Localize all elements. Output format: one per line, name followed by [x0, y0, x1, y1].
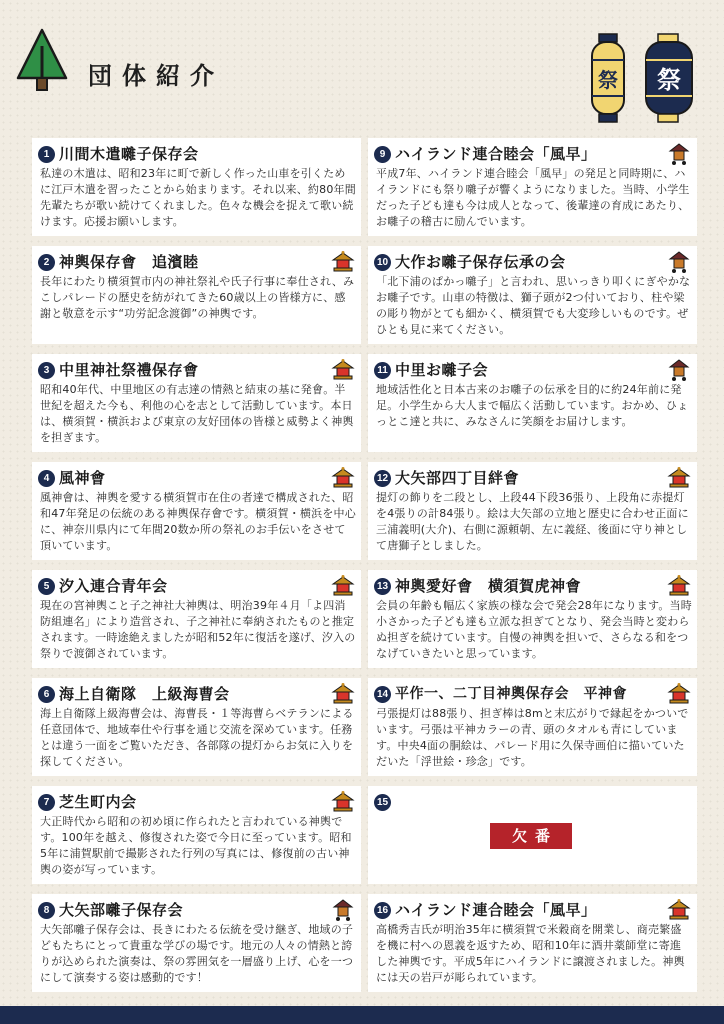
org-card-1: [32, 138, 361, 236]
org-name: 海上自衛隊 上級海曹会: [59, 685, 230, 703]
mikoshi-icon: [331, 250, 355, 274]
org-card-13: [368, 570, 697, 668]
org-description: 地域活性化と日本古来のお囃子の伝承を目的に約24年前に発足。小学生から大人まで幅広く活動しています。おかめ、ひょっとこ達と共に、みなさんに笑顔をお届けします。: [376, 383, 689, 428]
org-description: 高橋秀吉氏が明治35年に横須賀で米穀商を開業し、商売繁盛を機に村への恩義を返すため、昭和10年に酒井薬師堂に寄進した神輿です。平成5年にハイランドに譲渡されました。神輿には天の岩戸が彫られています。: [376, 923, 685, 984]
org-card-15: [368, 786, 697, 884]
mikoshi-icon: [667, 898, 691, 922]
org-description: 私達の木遣は、昭和23年に町で新しく作った山車を引くために江戸木遣を習ったことから始まります。それ以来、約80年間先輩たちが歌い続けてくれました。色々な機会を捉えて歌い続けます。応援お願いします。: [40, 167, 356, 228]
org-description: 平成7年、ハイランド連合睦会「風早」の発足と同時期に、ハイランドにも祭り囃子が響くようになりました。当時、小学生だった子ども達も今は成人となって、後輩達の育成にあたり、お囃子の稽古に励んでいます。: [376, 167, 690, 228]
org-number: 1: [38, 146, 55, 163]
org-number: 6: [38, 686, 55, 703]
org-number: 9: [374, 146, 391, 163]
org-number: 5: [38, 578, 55, 595]
org-description: 昭和40年代、中里地区の有志達の情熱と結束の基に発會。半世紀を超えた今も、利他の心を志として活動しています。本日は、横須賀・横浜および東京の友好団体の皆様と威勢よく神輿を担ぎます。: [40, 383, 354, 444]
mikoshi-icon: [331, 574, 355, 598]
org-description: 風神會は、神輿を愛する横須賀市在住の者達で構成された、昭和47年発足の伝統のある神輿保存會です。横須賀・横浜を中心に、神奈川県内にて年間20数か所の祭礼のお手伝いをさせて頂いています。: [40, 491, 356, 552]
org-number: 15: [374, 794, 391, 811]
org-description: 提灯の飾りを二段とし、上段44下段36張り、上段角に赤提灯を4張りの計84張り。絵は大矢部の立地と歴史に合わせ正面に三浦義明(大介)、右側に源頼朝、左に義経、後面に守り神として唐獅子としました。: [376, 491, 689, 552]
org-number: 4: [38, 470, 55, 487]
dashi-icon: [331, 898, 355, 922]
org-card-9: [368, 138, 697, 236]
org-name: 中里お囃子会: [395, 361, 489, 379]
org-name: 川間木遣囃子保存会: [59, 145, 199, 163]
org-description: 現在の宮神輿こと子之神社大神輿は、明治39年４月「よ四消防組連名」により造営され、子之神社に奉納されたものと推定されます。一時途絶えましたが昭和52年に復活を遂げ、汐入の祭りで渡御されています。: [40, 599, 356, 660]
org-name: 神輿愛好會 横須賀虎神會: [395, 577, 582, 595]
org-card-3: [32, 354, 361, 452]
org-number: 8: [38, 902, 55, 919]
org-number: 2: [38, 254, 55, 271]
org-card-10: [368, 246, 697, 344]
org-name: ハイランド連合睦会「風早」: [395, 901, 597, 919]
org-description: 弓張提灯は88張り、担ぎ棒は8mと末広がりで縁起をかついでいます。弓張は平神カラーの青、頭のタオルも青にしています。中央4面の胴絵は、パレード用に久保寺画伯に描いていただいた「浮世絵・珍念」です。: [376, 707, 689, 768]
org-card-8: [32, 894, 361, 992]
org-name: 中里神社祭禮保存會: [59, 361, 199, 379]
org-card-11: [368, 354, 697, 452]
org-description: 大矢部囃子保存会は、長きにわたる伝統を受け継ぎ、地域の子どもたちにとって貴重な学びの場です。地元の人々の情熱と誇りが込められた演奏は、祭の雰囲気を一層盛り上げ、心を一つにして演奏する姿は感動的です！: [40, 923, 354, 984]
dashi-icon: [667, 142, 691, 166]
org-number: 3: [38, 362, 55, 379]
org-name: ハイランド連合睦会「風早」: [395, 145, 597, 163]
org-number: 13: [374, 578, 391, 595]
org-number: 11: [374, 362, 391, 379]
org-number: 10: [374, 254, 391, 271]
mikoshi-icon: [667, 466, 691, 490]
page-title: 団体紹介: [88, 62, 224, 90]
dashi-icon: [667, 250, 691, 274]
org-name: 神輿保存會 追濱睦: [59, 253, 199, 271]
org-name: 大矢部四丁目絆會: [395, 469, 520, 487]
org-name: 平作一、二丁目神輿保存会 平神會: [395, 686, 627, 702]
org-card-6: [32, 678, 361, 776]
absent-number-badge: 欠番: [490, 823, 572, 849]
lantern-right-text: 祭: [657, 65, 681, 94]
footer-bar: [0, 1006, 724, 1024]
mikoshi-icon: [331, 358, 355, 382]
org-card-5: [32, 570, 361, 668]
org-description: 海上自衛隊上級海曹会は、海曹長・１等海曹らベテランによる任意団体で、地域奉仕や行事を通じ交流を深めています。任務とは違う一面をご覧いただき、各部隊の提灯からお気に入りを探してください。: [40, 707, 354, 768]
org-number: 16: [374, 902, 391, 919]
org-description: 「北下浦のぱかっ囃子」と言われ、思いっきり叩くにぎやかなお囃子です。山車の特徴は、獅子頭が2つ付いており、柱や梁の彫り物がとても細かく、横須賀でも大変珍しいものです。ぜひとも見に来てください。: [376, 275, 691, 336]
org-card-4: [32, 462, 361, 560]
org-name: 芝生町内会: [59, 793, 137, 811]
org-number: 14: [374, 686, 391, 703]
mikoshi-icon: [667, 574, 691, 598]
dashi-icon: [667, 358, 691, 382]
mikoshi-icon: [331, 466, 355, 490]
org-card-14: [368, 678, 697, 776]
mikoshi-icon: [667, 682, 691, 706]
org-description: 大正時代から昭和の初め頃に作られたと言われている神輿です。100年を越え、修復された姿で今日に至っています。昭和5年に浦賀駅前で撮影された行列の写真には、修復前の古い神輿の姿が写っています。: [40, 815, 352, 876]
org-number: 12: [374, 470, 391, 487]
lanterns-icon: [586, 32, 698, 124]
org-number: 7: [38, 794, 55, 811]
org-description: 長年にわたり横須賀市内の神社祭礼や氏子行事に奉仕され、みこしパレードの歴史を紡がれてきた60歳以上の皆様方に、感謝と敬意を示す“功労記念渡御”の神輿です。: [40, 275, 355, 320]
tree-icon: [14, 28, 70, 92]
lantern-left-text: 祭: [598, 68, 618, 92]
page-header: [0, 0, 724, 125]
org-name: 汐入連合青年会: [59, 577, 168, 595]
mikoshi-icon: [331, 682, 355, 706]
org-card-12: [368, 462, 697, 560]
mikoshi-icon: [331, 790, 355, 814]
org-name: 風神會: [59, 469, 106, 487]
org-card-16: [368, 894, 697, 992]
org-name: 大矢部囃子保存会: [59, 901, 184, 919]
org-description: 会員の年齢も幅広く家族の様な会で発会28年になります。当時小さかった子ども達も立派な担ぎてとなり、発会当時と変わらぬ担ぎを続けています。自慢の神輿を担いで、さらなる和をつなげていきたいと思っています。: [376, 599, 692, 660]
org-card-2: [32, 246, 361, 344]
org-card-7: [32, 786, 361, 884]
org-name: 大作お囃子保存伝承の会: [395, 253, 566, 271]
